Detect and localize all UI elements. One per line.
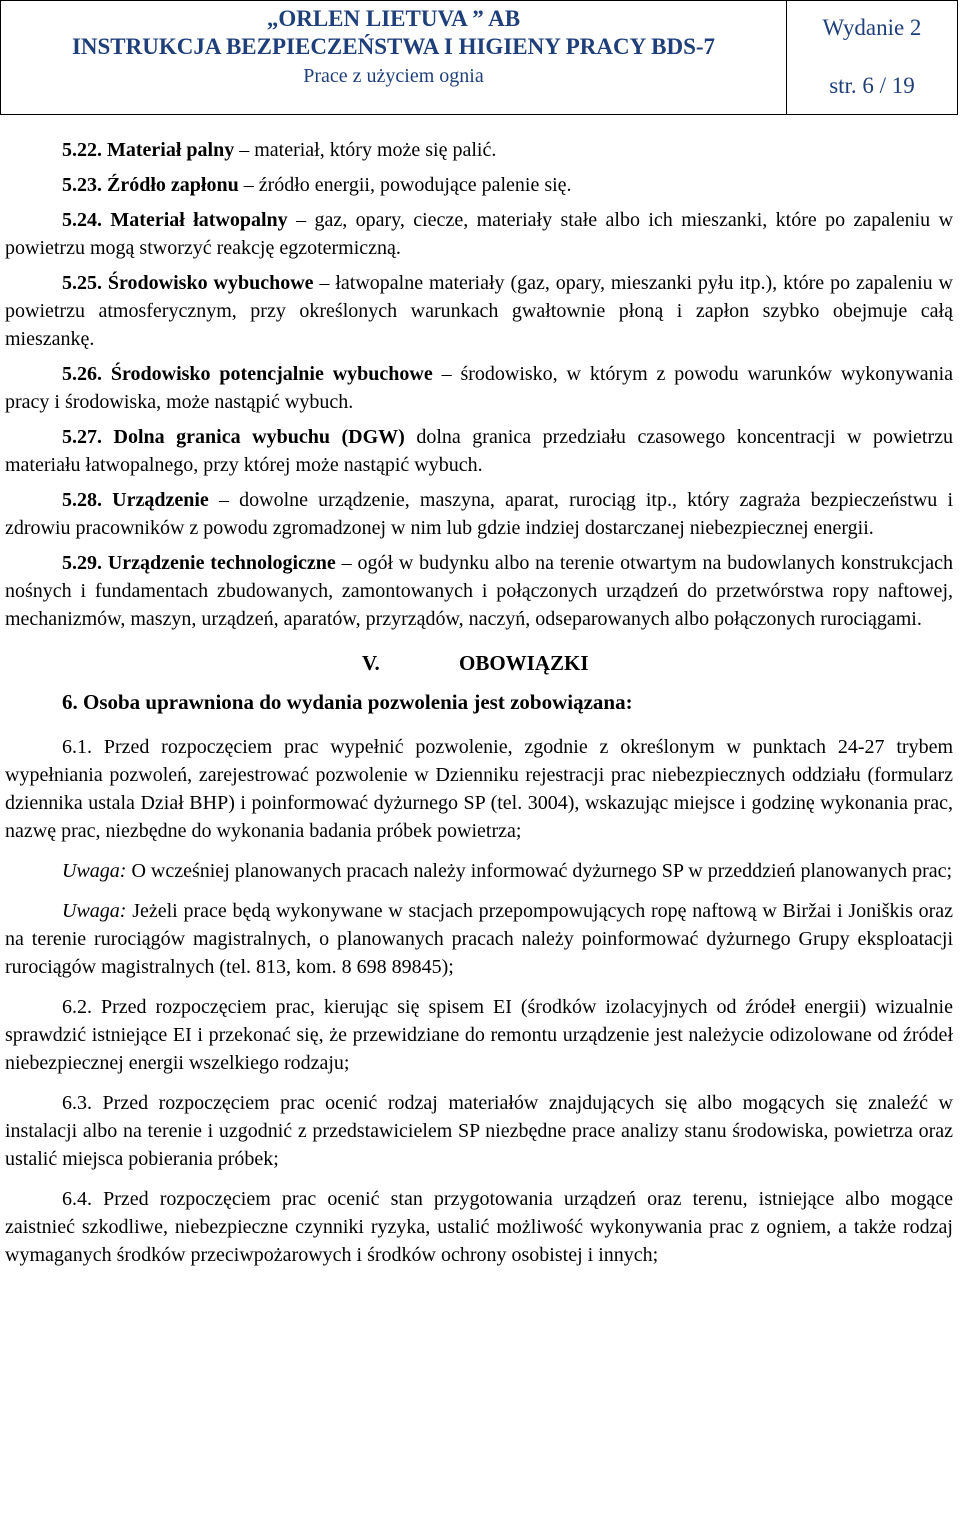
definition-term: 5.23. Źródło zapłonu: [62, 174, 239, 196]
document-title: INSTRUKCJA BEZPIECZEŃSTWA I HIGIENY PRACY BDS-7: [71, 34, 716, 59]
definition-5-24: [5, 206, 953, 262]
chapter-heading: [5, 649, 953, 677]
definition-term: 5.24. Materiał łatwopalny: [62, 209, 288, 231]
note-label: Uwaga:: [62, 900, 127, 922]
item-6-1: 6.1. Przed rozpoczęciem prac wypełnić pozwolenie, zgodnie z określonym w punktach 24-27 trybem wypełniania pozwoleń, zarejestrować pozwolenie w Dzienniku rejestracji prac niebezpiecznych oddziału (formularz dziennika ustala Dział BHP) i poinformować dyżurnego SP (tel. 3004), wskazując miejsce i godzinę wykonania prac, nazwę prac, niezbędne do wykonania badania próbek powietrza;: [5, 736, 953, 842]
definition-term: 5.25. Środowisko wybuchowe: [62, 272, 314, 294]
definition-5-29: [5, 549, 953, 633]
definition-5-26: [5, 360, 953, 416]
document-header: [0, 0, 958, 115]
document-body: [5, 136, 953, 1269]
definition-text: – źródło energii, powodujące palenie się.: [243, 174, 572, 196]
chapter-title: OBOWIĄZKI: [459, 651, 589, 675]
company-name: „ORLEN LIETUVA ” AB: [266, 6, 521, 31]
definition-term: 5.27. Dolna granica wybuchu (DGW): [62, 426, 405, 448]
definition-5-28: [5, 486, 953, 542]
header-title-cell: [1, 1, 787, 114]
definition-text: – gaz, opary, ciecze, materiały stałe albo ich mieszanki, które po zapaleniu w powietrzu mogą stworzyć reakcję egzotermiczną.: [5, 209, 954, 259]
definition-term: 5.28. Urządzenie: [62, 489, 209, 511]
header-meta-cell: [787, 1, 957, 114]
definition-5-25: [5, 269, 953, 353]
page-number: str. 6 / 19: [829, 73, 915, 98]
definition-text: – materiał, który może się palić.: [239, 139, 497, 161]
item-6-3: 6.3. Przed rozpoczęciem prac ocenić rodzaj materiałów znajdujących się albo mogących się znaleźć w instalacji albo na terenie i uzgodnić z przedstawicielem SP niezbędne prace analizy stanu środowiska, powietrza oraz ustalić miejsca pobierania próbek;: [5, 1092, 953, 1170]
chapter-number: V.: [362, 651, 380, 675]
definition-5-22: [5, 136, 953, 164]
edition-label: Wydanie 2: [822, 15, 922, 40]
section-heading: 6. Osoba uprawniona do wydania pozwolenia jest zobowiązana:: [62, 690, 633, 714]
item-6-4: 6.4. Przed rozpoczęciem prac ocenić stan przygotowania urządzeń oraz terenu, istniejące albo mogące zaistnieć szkodliwe, niebezpieczne czynniki ryzyka, ustalić możliwość wykonywania prac z ogniem, a także rodzaj wymaganych środków przeciwpożarowych i środków ochrony osobistej i innych;: [5, 1188, 953, 1266]
note-label: Uwaga:: [62, 860, 127, 882]
note-pipeline-stations: [5, 897, 953, 981]
note-text: O wcześniej planowanych pracach należy informować dyżurnego SP w przeddzień planowanych prac;: [131, 860, 953, 882]
item-6-2: 6.2. Przed rozpoczęciem prac, kierując się spisem EI (środków izolacyjnych od źródeł energii) wizualnie sprawdzić istniejące EI i przekonać się, że przewidziane do remontu urządzenie jest należycie odizolowane od źródeł niebezpiecznej energii wszelkiego rodzaju;: [5, 996, 953, 1074]
definition-5-23: [5, 171, 953, 199]
definition-term: 5.22. Materiał palny: [62, 139, 235, 161]
definition-term: 5.29. Urządzenie technologiczne: [62, 552, 336, 574]
definition-text: – łatwopalne materiały (gaz, opary, mieszanki pyłu itp.), które po zapaleniu w powietrzu atmosferycznym, przy określonych warunkach gwałtownie płoną i zapłon szybko obejmuje całą mieszankę.: [5, 272, 953, 350]
note-text: Jeżeli prace będą wykonywane w stacjach przepompowujących ropę naftową w Biržai i Joniškis oraz na terenie rurociągów magistralnych, o planowanych pracach należy poinformować dyżurnego Grupy eksploatacji rurociągów magistralnych (tel. 813, kom. 8 698 89845);: [5, 900, 954, 978]
definition-text: – środowisko, w którym z powodu warunków wykonywania pracy i środowiska, może nastąpić wybuch.: [5, 363, 954, 413]
definition-text: – ogół w budynku albo na terenie otwartym na budowlanych konstrukcjach nośnych i fundamentach zbudowanych, zamontowanych i połączonych urządzeń do przetwórstwa ropy naftowej, mechanizmów, maszyn, urządzeń, aparatów, przyrządów, naczyń, odseparowanych albo połączonych rurociągami.: [5, 552, 954, 630]
note-planned-works: [5, 857, 953, 885]
document-subtitle: Prace z użyciem ognia: [303, 65, 484, 87]
definition-text: dolna granica przedziału czasowego koncentracji w powietrzu materiału łatwopalnego, przy której może nastąpić wybuch.: [5, 426, 954, 476]
definition-5-27: [5, 423, 953, 479]
definition-term: 5.26. Środowisko potencjalnie wybuchowe: [62, 363, 433, 385]
definition-text: – dowolne urządzenie, maszyna, aparat, rurociąg itp., który zagraża bezpieczeństwu i zdrowiu pracowników z powodu zgromadzonej w nim lub gdzie indziej dostarczanej niebezpiecznej energii.: [5, 489, 954, 539]
